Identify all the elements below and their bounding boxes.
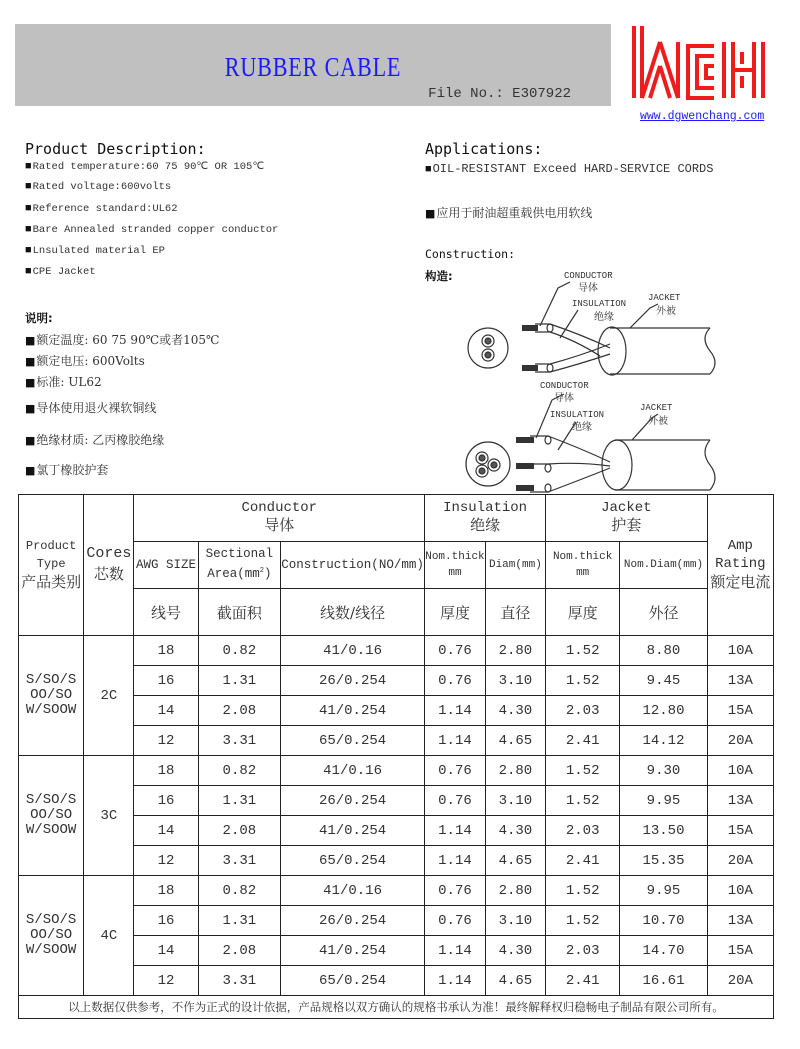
area-cell: 3.31: [198, 726, 280, 756]
awg-cell: 12: [134, 846, 198, 876]
applications-list: [425, 162, 713, 224]
ins-thick-cell: 0.76: [425, 786, 486, 816]
construction-cell: 26/0.254: [281, 666, 425, 696]
amp-cell: 20A: [707, 846, 773, 876]
applications-title: Applications:: [425, 140, 543, 158]
area-cell: 2.08: [198, 936, 280, 966]
jac-thick-cell: 1.52: [546, 666, 620, 696]
header-construction: Construction(NO/mm): [281, 542, 425, 589]
awg-cell: 16: [134, 666, 198, 696]
specification-table: [18, 494, 774, 1019]
header-amp-cn: 额定电流: [710, 573, 771, 591]
area-cell: 3.31: [198, 966, 280, 996]
header-insulation-cn: 绝缘: [470, 516, 501, 534]
jac-diam-cell: 13.50: [620, 816, 707, 846]
area-cell: 3.31: [198, 846, 280, 876]
jac-thick-cell: 1.52: [546, 876, 620, 906]
description-item: ■ Bare Annealed stranded copper conductor: [25, 224, 278, 245]
insulation-cn-label: 绝缘: [572, 423, 592, 434]
diagram-3-core: [466, 381, 715, 492]
jac-thick-cell: 2.03: [546, 936, 620, 966]
construction-cell: 65/0.254: [281, 966, 425, 996]
jacket-cn-label: 外被: [656, 307, 676, 318]
area-cell: 1.31: [198, 666, 280, 696]
disclaimer-note: 以上数据仅供参考，不作为正式的设计依据，产品规格以双方确认的规格书承认为准！最终解释权归稳畅电子制品有限公司所有。: [19, 996, 774, 1019]
jacket-label: JACKET: [648, 293, 681, 303]
construction-cell: 26/0.254: [281, 786, 425, 816]
cross-section-2c-icon: [468, 328, 508, 368]
table-row: [19, 876, 774, 906]
ins-diam-cell: 2.80: [485, 756, 545, 786]
header-product-type: [19, 495, 84, 636]
construction-cell: 41/0.16: [281, 876, 425, 906]
area-cell: 2.08: [198, 696, 280, 726]
ins-thick-cell: 0.76: [425, 636, 486, 666]
area-cell: 2.08: [198, 816, 280, 846]
area-cell: 1.31: [198, 786, 280, 816]
description-cn-item: ■ 氯丁橡胶护套: [25, 461, 219, 482]
jacket-cn-label: 外被: [648, 417, 668, 428]
awg-cell: 18: [134, 636, 198, 666]
ins-diam-cell: 4.30: [485, 936, 545, 966]
header-sectional-area: Sectional $Area(mm^2)$: [198, 542, 280, 589]
header-area-text: Sectional Area(mm: [205, 547, 274, 582]
diagram-2-core: [468, 271, 715, 375]
amp-cell: 10A: [707, 876, 773, 906]
jac-thick-cell: 1.52: [546, 636, 620, 666]
jac-diam-cell: 12.80: [620, 696, 707, 726]
ins-diam-cell: 4.65: [485, 966, 545, 996]
ins-thick-cell: 0.76: [425, 906, 486, 936]
header-area-sup: 2: [259, 567, 264, 576]
amp-cell: 10A: [707, 636, 773, 666]
construction-cell: 41/0.16: [281, 636, 425, 666]
title-banner: [15, 24, 611, 106]
awg-cell: 12: [134, 966, 198, 996]
header-amp-rating: [707, 495, 773, 636]
construction-cn-title: 构造:: [425, 269, 453, 283]
jac-diam-cell: 14.12: [620, 726, 707, 756]
conductor-label: CONDUCTOR: [564, 271, 613, 281]
header-conductor-en: Conductor: [241, 500, 318, 516]
jac-diam-cell: 9.45: [620, 666, 707, 696]
conductor-cn-label: 导体: [554, 394, 574, 405]
specification-table-body: [19, 636, 774, 996]
ins-thick-cell: 1.14: [425, 846, 486, 876]
area-cell: 0.82: [198, 876, 280, 906]
product-description-list: [25, 160, 278, 288]
header-jacket-cn: 护套: [611, 516, 642, 534]
description-cn-item: ■ 额定电压: 600Volts: [25, 352, 219, 373]
ins-thick-cell: 0.76: [425, 666, 486, 696]
ins-diam-cell: 2.80: [485, 636, 545, 666]
construction-cell: 41/0.254: [281, 936, 425, 966]
header-area-cn: 截面积: [198, 589, 280, 636]
jac-thick-cell: 2.41: [546, 726, 620, 756]
ins-thick-cell: 1.14: [425, 966, 486, 996]
website-link[interactable]: www.dgwenchang.com: [640, 110, 765, 123]
ins-diam-cell: 2.80: [485, 876, 545, 906]
awg-cell: 14: [134, 936, 198, 966]
construction-cell: 41/0.254: [281, 696, 425, 726]
product-type-cell: S/SO/SOO/SOW/SOOW: [19, 636, 84, 756]
jacket-label: JACKET: [640, 403, 673, 413]
header-ins-thick: Nom.thick mm: [425, 542, 486, 589]
table-row: [19, 756, 774, 786]
construction-cell: 41/0.16: [281, 756, 425, 786]
header-construction-cn: 线数/线径: [281, 589, 425, 636]
description-item: ■ Rated temperature:60 75 90℃ OR 105℃: [25, 160, 278, 181]
insulation-label: INSULATION: [572, 299, 627, 309]
area-cell: 1.31: [198, 906, 280, 936]
ins-diam-cell: 3.10: [485, 786, 545, 816]
wch-logo-icon: [630, 22, 776, 102]
jac-diam-cell: 16.61: [620, 966, 707, 996]
header-insulation: [425, 495, 546, 542]
insulation-label: INSULATION: [550, 410, 605, 420]
construction-diagram: [460, 264, 730, 494]
description-cn-item: ■ 绝缘材质: 乙丙橡胶绝缘: [25, 431, 219, 461]
header-cores-en: Cores: [86, 545, 132, 562]
awg-cell: 18: [134, 876, 198, 906]
ins-diam-cell: 3.10: [485, 666, 545, 696]
amp-cell: 20A: [707, 726, 773, 756]
header-product-type-cn: 产品类别: [21, 573, 82, 591]
awg-cell: 18: [134, 756, 198, 786]
amp-cell: 15A: [707, 696, 773, 726]
amp-cell: 10A: [707, 756, 773, 786]
cores-cell: 3C: [84, 756, 134, 876]
header-jac-diam-cn: 外径: [620, 589, 707, 636]
description-cn-item: ■ 额定温度: 60 75 90℃或者105℃: [25, 331, 219, 352]
jac-thick-cell: 2.41: [546, 966, 620, 996]
header-awg-cn: 线号: [134, 589, 198, 636]
awg-cell: 14: [134, 816, 198, 846]
jac-thick-cell: 2.03: [546, 816, 620, 846]
description-item: ■ Reference standard:UL62: [25, 203, 278, 224]
construction-cell: 41/0.254: [281, 816, 425, 846]
header-amp-en: Amp Rating: [715, 538, 766, 572]
area-cell: 0.82: [198, 636, 280, 666]
ins-thick-cell: 1.14: [425, 726, 486, 756]
construction-cell: 65/0.254: [281, 846, 425, 876]
header-conductor: [134, 495, 425, 542]
ins-thick-cell: 1.14: [425, 816, 486, 846]
header-jac-thick-cn: 厚度: [546, 589, 620, 636]
document-title: RUBBER CABLE: [224, 52, 402, 82]
application-item: ■ 应用于耐油超重载供电用软线: [425, 204, 713, 224]
jac-diam-cell: 15.35: [620, 846, 707, 876]
cores-cell: 2C: [84, 636, 134, 756]
jac-diam-cell: 9.95: [620, 786, 707, 816]
header-jac-thick: Nom.thick mm: [546, 542, 620, 589]
cores-cell: 4C: [84, 876, 134, 996]
ins-diam-cell: 4.30: [485, 696, 545, 726]
header-insulation-en: Insulation: [443, 500, 528, 516]
header-ins-thick-cn: 厚度: [425, 589, 486, 636]
awg-cell: 16: [134, 906, 198, 936]
conductor-label: CONDUCTOR: [540, 381, 589, 391]
header-product-type-en: Product Type: [25, 539, 77, 571]
ins-thick-cell: 1.14: [425, 936, 486, 966]
description-cn-title: 说明:: [25, 311, 53, 325]
amp-cell: 13A: [707, 666, 773, 696]
jac-diam-cell: 14.70: [620, 936, 707, 966]
awg-cell: 14: [134, 696, 198, 726]
amp-cell: 15A: [707, 816, 773, 846]
construction-cell: 65/0.254: [281, 726, 425, 756]
area-cell: 0.82: [198, 756, 280, 786]
description-item: ■ Lnsulated material EP: [25, 245, 278, 266]
header-jac-diam: Nom.Diam(mm): [620, 542, 707, 589]
product-type-cell: S/SO/SOO/SOW/SOOW: [19, 876, 84, 996]
file-number: File No.: E307922: [428, 86, 571, 102]
header-ins-diam: Diam(mm): [485, 542, 545, 589]
jac-diam-cell: 10.70: [620, 906, 707, 936]
header-jacket: [546, 495, 708, 542]
jac-thick-cell: 2.41: [546, 846, 620, 876]
conductor-cn-label: 导体: [578, 284, 598, 295]
jac-diam-cell: 9.30: [620, 756, 707, 786]
header-ins-diam-cn: 直径: [485, 589, 545, 636]
ins-diam-cell: 4.65: [485, 726, 545, 756]
ins-thick-cell: 1.14: [425, 696, 486, 726]
ins-thick-cell: 0.76: [425, 876, 486, 906]
ins-diam-cell: 4.30: [485, 816, 545, 846]
amp-cell: 13A: [707, 906, 773, 936]
insulation-cn-label: 绝缘: [594, 313, 614, 324]
amp-cell: 20A: [707, 966, 773, 996]
construction-title: Construction:: [425, 247, 516, 261]
ins-thick-cell: 0.76: [425, 756, 486, 786]
description-item: ■ CPE Jacket: [25, 266, 278, 287]
header-conductor-cn: 导体: [264, 516, 295, 534]
header-awg-size: AWG SIZE: [134, 542, 198, 589]
description-cn-item: ■ 导体使用退火裸软铜线: [25, 399, 219, 431]
ins-diam-cell: 4.65: [485, 846, 545, 876]
application-item: ■ OIL-RESISTANT Exceed HARD-SERVICE CORDS: [425, 162, 713, 204]
product-type-cell: S/SO/SOO/SOW/SOOW: [19, 756, 84, 876]
amp-cell: 15A: [707, 936, 773, 966]
table-row: [19, 636, 774, 666]
awg-cell: 12: [134, 726, 198, 756]
jac-thick-cell: 1.52: [546, 786, 620, 816]
amp-cell: 13A: [707, 786, 773, 816]
cross-section-3c-icon: [466, 442, 510, 486]
jac-diam-cell: 8.80: [620, 636, 707, 666]
description-cn-item: ■ 标准: UL62: [25, 373, 219, 399]
ins-diam-cell: 3.10: [485, 906, 545, 936]
jac-thick-cell: 1.52: [546, 756, 620, 786]
header-cores-cn: 芯数: [93, 565, 124, 583]
construction-cell: 26/0.254: [281, 906, 425, 936]
awg-cell: 16: [134, 786, 198, 816]
description-item: ■ Rated voltage:600volts: [25, 181, 278, 202]
jac-thick-cell: 2.03: [546, 696, 620, 726]
header-cores: [84, 495, 134, 636]
description-cn-list: [25, 331, 219, 482]
header-jacket-en: Jacket: [601, 500, 652, 516]
jac-thick-cell: 1.52: [546, 906, 620, 936]
jac-diam-cell: 9.95: [620, 876, 707, 906]
product-description-title: Product Description:: [25, 140, 206, 158]
